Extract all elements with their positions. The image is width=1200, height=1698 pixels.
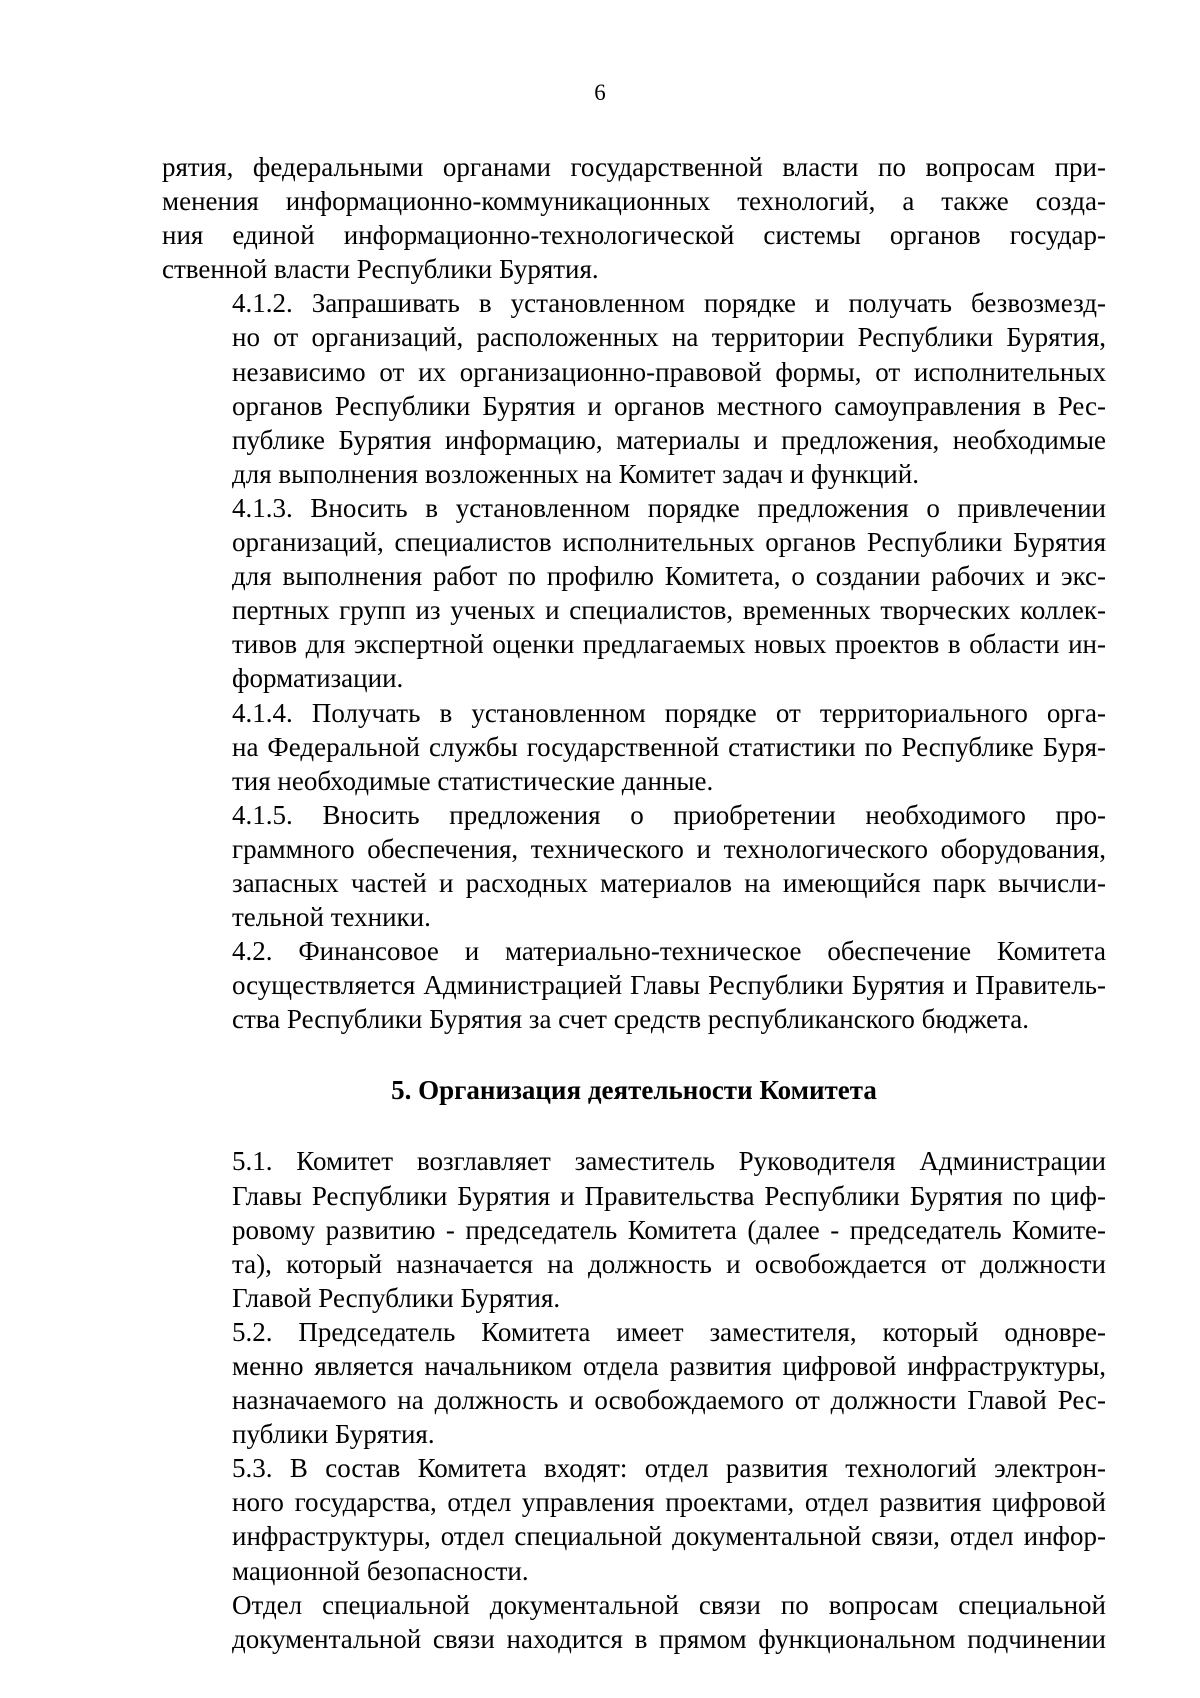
text-line: граммного обеспечения, технического и технологического оборудования, bbox=[232, 833, 1106, 864]
section-heading: 5. Организация деятельности Комитета bbox=[391, 1075, 877, 1106]
text-line: для выполнения возложенных на Комитет задач и функций. bbox=[232, 458, 919, 489]
text-line: 4.1.4. Получать в установленном порядке от территориального орга- bbox=[232, 697, 1106, 728]
text-line: Отдел специальной документальной связи по вопросам специальной bbox=[232, 1589, 1106, 1620]
document-body bbox=[162, 150, 1106, 1656]
text-line: ния единой информационно-технологической системы органов государ- bbox=[162, 220, 1106, 251]
text-line: на Федеральной службы государственной статистики по Республике Буря- bbox=[232, 731, 1106, 762]
text-line: Главы Республики Бурятия и Правительства Республики Бурятия по циф- bbox=[232, 1180, 1106, 1211]
paragraphs-after-heading bbox=[162, 1144, 1106, 1655]
text-line: документальной связи находится в прямом функциональном подчинении bbox=[232, 1623, 1106, 1654]
text-line: та), который назначается на должность и освобождается от должности bbox=[232, 1248, 1106, 1279]
text-line: 4.1.5. Вносить предложения о приобретении необходимого про- bbox=[232, 799, 1106, 830]
text-line: публике Бурятия информацию, материалы и предложения, необходимые bbox=[232, 424, 1106, 455]
text-line: органов Республики Бурятия и органов местного самоуправления в Рес- bbox=[232, 390, 1106, 421]
text-line: 5.1. Комитет возглавляет заместитель Руководителя Администрации bbox=[232, 1146, 1106, 1177]
text-line: но от организаций, расположенных на территории Республики Бурятия, bbox=[232, 322, 1106, 353]
text-line: тельной техники. bbox=[232, 902, 431, 933]
paragraph-p54 bbox=[162, 1588, 1106, 1656]
text-line: назначаемого на должность и освобождаемого от должности Главой Рес- bbox=[232, 1385, 1106, 1416]
text-line: пертных групп из ученых и специалистов, временных творческих коллек- bbox=[232, 595, 1106, 626]
text-line: Главой Республики Бурятия. bbox=[232, 1282, 561, 1313]
page-number: 6 bbox=[594, 80, 606, 105]
text-line: рятия, федеральными органами государственной власти по вопросам при- bbox=[162, 152, 1106, 182]
text-line: ровому развитию - председатель Комитета (далее - председатель Комите- bbox=[232, 1214, 1106, 1245]
text-line: независимо от их организационно-правовой формы, от исполнительных bbox=[232, 356, 1106, 387]
text-line: ственной власти Республики Бурятия. bbox=[162, 254, 599, 285]
text-line: 5.3. В состав Комитета входят: отдел развития технологий электрон- bbox=[232, 1453, 1106, 1484]
text-line: тивов для экспертной оценки предлагаемых новых проектов в области ин- bbox=[232, 629, 1106, 660]
text-line: организаций, специалистов исполнительных органов Республики Бурятия bbox=[232, 527, 1106, 558]
text-line: менно является начальником отдела развития цифровой инфраструктуры, bbox=[232, 1351, 1106, 1381]
paragraph-p52 bbox=[162, 1315, 1106, 1451]
paragraph-p413 bbox=[162, 491, 1106, 696]
paragraph-p415 bbox=[162, 798, 1106, 934]
paragraph-p53 bbox=[162, 1451, 1106, 1587]
text-line: менения информационно-коммуникационных технологий, а также созда- bbox=[162, 186, 1106, 217]
text-line: тия необходимые статистические данные. bbox=[232, 765, 714, 796]
text-line: для выполнения работ по профилю Комитета, о создании рабочих и экс- bbox=[232, 561, 1106, 592]
text-line: ного государства, отдел управления проектами, отдел развития цифровой bbox=[232, 1487, 1106, 1518]
paragraph-p412 bbox=[162, 286, 1106, 491]
text-line: мационной безопасности. bbox=[232, 1555, 529, 1586]
paragraph-p414 bbox=[162, 696, 1106, 798]
text-line: запасных частей и расходных материалов на имеющийся парк вычисли- bbox=[232, 867, 1106, 898]
paragraph-p51 bbox=[162, 1144, 1106, 1314]
paragraphs-before-heading bbox=[162, 150, 1106, 1036]
paragraph-p0 bbox=[162, 150, 1106, 286]
text-line: 5.2. Председатель Комитета имеет заместителя, который одновре- bbox=[232, 1316, 1106, 1347]
text-line: 4.1.2. Запрашивать в установленном порядке и получать безвозмезд- bbox=[232, 288, 1106, 319]
text-line: форматизации. bbox=[232, 663, 404, 694]
text-line: осуществляется Администрацией Главы Республики Бурятия и Правитель- bbox=[232, 970, 1106, 1001]
text-line: ства Республики Бурятия за счет средств республиканского бюджета. bbox=[232, 1004, 1030, 1035]
text-line: 4.2. Финансовое и материально-техническое обеспечение Комитета bbox=[232, 936, 1106, 967]
text-line: 4.1.3. Вносить в установленном порядке предложения о привлечении bbox=[232, 492, 1106, 523]
text-line: публики Бурятия. bbox=[232, 1419, 435, 1450]
paragraph-p42 bbox=[162, 934, 1106, 1036]
text-line: инфраструктуры, отдел специальной документальной связи, отдел инфор- bbox=[232, 1521, 1106, 1552]
